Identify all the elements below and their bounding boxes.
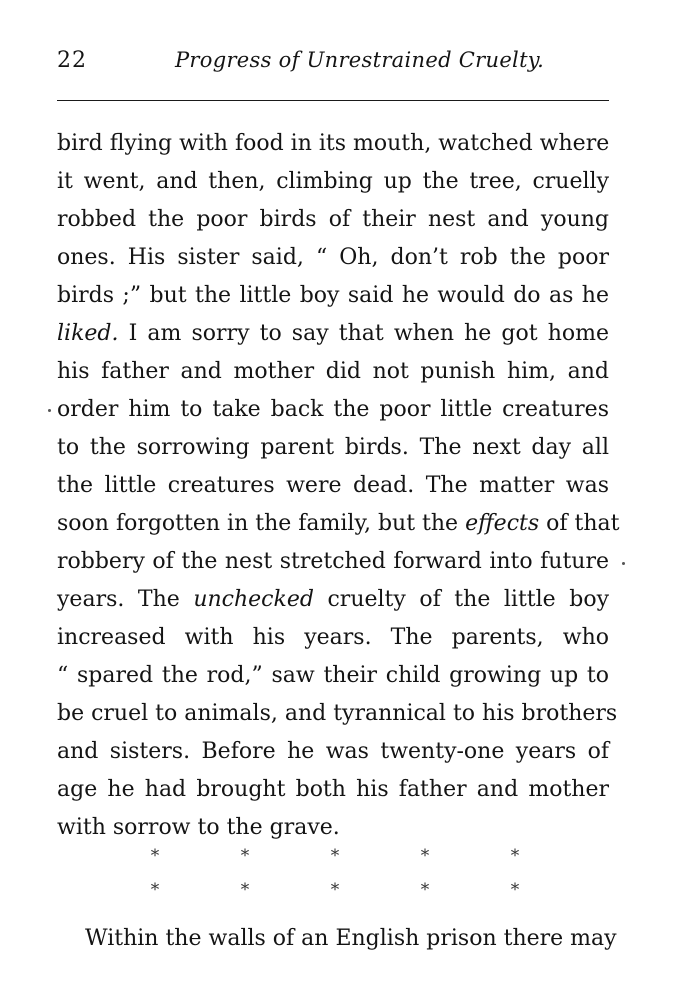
text-line (57, 581, 609, 619)
text-line (57, 695, 618, 733)
page-number: 22 (57, 48, 87, 73)
text-run: of that (539, 511, 620, 536)
text-run: bird flying with food in its mouth, watched where (57, 131, 610, 156)
asterism-star: * (510, 846, 520, 866)
text-run: years. The (57, 587, 194, 612)
asterism-star: * (510, 880, 520, 900)
text-line (57, 277, 609, 315)
asterism-star: * (240, 846, 250, 866)
text-line (57, 543, 609, 581)
text-run: robbed the poor birds of their nest and young (57, 207, 609, 232)
running-title: Progress of Unrestrained Cruelty. (175, 48, 545, 72)
text-run: the little creatures were dead. The matter was (57, 473, 609, 498)
text-run: Within the walls of an English prison there may (85, 926, 617, 951)
text-line (57, 315, 609, 353)
text-line (57, 353, 609, 391)
italic-word: liked. (57, 321, 119, 346)
text-line (57, 467, 609, 505)
text-run: be cruel to animals, and tyrannical to his brothers (57, 701, 618, 726)
text-line (57, 239, 609, 277)
text-run: robbery of the nest stretched forward into future (57, 549, 609, 574)
text-run: soon forgotten in the family, but the (57, 511, 466, 536)
text-line (57, 920, 617, 958)
text-run: with sorrow to the grave. (57, 815, 340, 840)
text-run: “ spared the rod,” saw their child growing up to (57, 663, 609, 688)
stray-ink-mark (48, 409, 51, 412)
text-line (57, 771, 609, 809)
text-run: increased with his years. The parents, who (57, 625, 609, 650)
text-line (57, 733, 609, 771)
running-head (57, 48, 609, 80)
text-line (57, 619, 609, 657)
text-run: to the sorrowing parent birds. The next day all (57, 435, 609, 460)
text-run: order him to take back the poor little creatures (57, 397, 609, 422)
header-rule (57, 100, 609, 101)
text-line (57, 163, 609, 201)
text-run: birds ;” but the little boy said he would do as he (57, 283, 609, 308)
asterism-star: * (150, 846, 160, 866)
text-line (57, 429, 609, 467)
stray-ink-mark (622, 562, 625, 565)
text-line (57, 505, 620, 543)
asterism-star: * (150, 880, 160, 900)
text-line (57, 391, 609, 429)
text-run: age he had brought both his father and mother (57, 777, 609, 802)
text-run: it went, and then, climbing up the tree, cruelly (57, 169, 609, 194)
ornament-row (145, 846, 525, 866)
text-line (57, 125, 609, 163)
text-line (57, 657, 609, 695)
ornament-row (145, 880, 525, 900)
text-run: cruelty of the little boy (313, 587, 609, 612)
body-paragraph (57, 125, 620, 847)
text-line (57, 809, 609, 847)
asterism-star: * (420, 846, 430, 866)
text-run: and sisters. Before he was twenty-one years of (57, 739, 609, 764)
italic-word: unchecked (193, 587, 314, 612)
asterism-star: * (330, 880, 340, 900)
asterism-star: * (420, 880, 430, 900)
text-run: his father and mother did not punish him, and (57, 359, 609, 384)
text-line (57, 201, 609, 239)
italic-word: effects (465, 511, 540, 536)
next-paragraph (57, 920, 617, 958)
text-run: I am sorry to say that when he got home (118, 321, 609, 346)
text-run: ones. His sister said, “ Oh, don’t rob the poor (57, 245, 609, 270)
asterism-star: * (330, 846, 340, 866)
asterism-star: * (240, 880, 250, 900)
